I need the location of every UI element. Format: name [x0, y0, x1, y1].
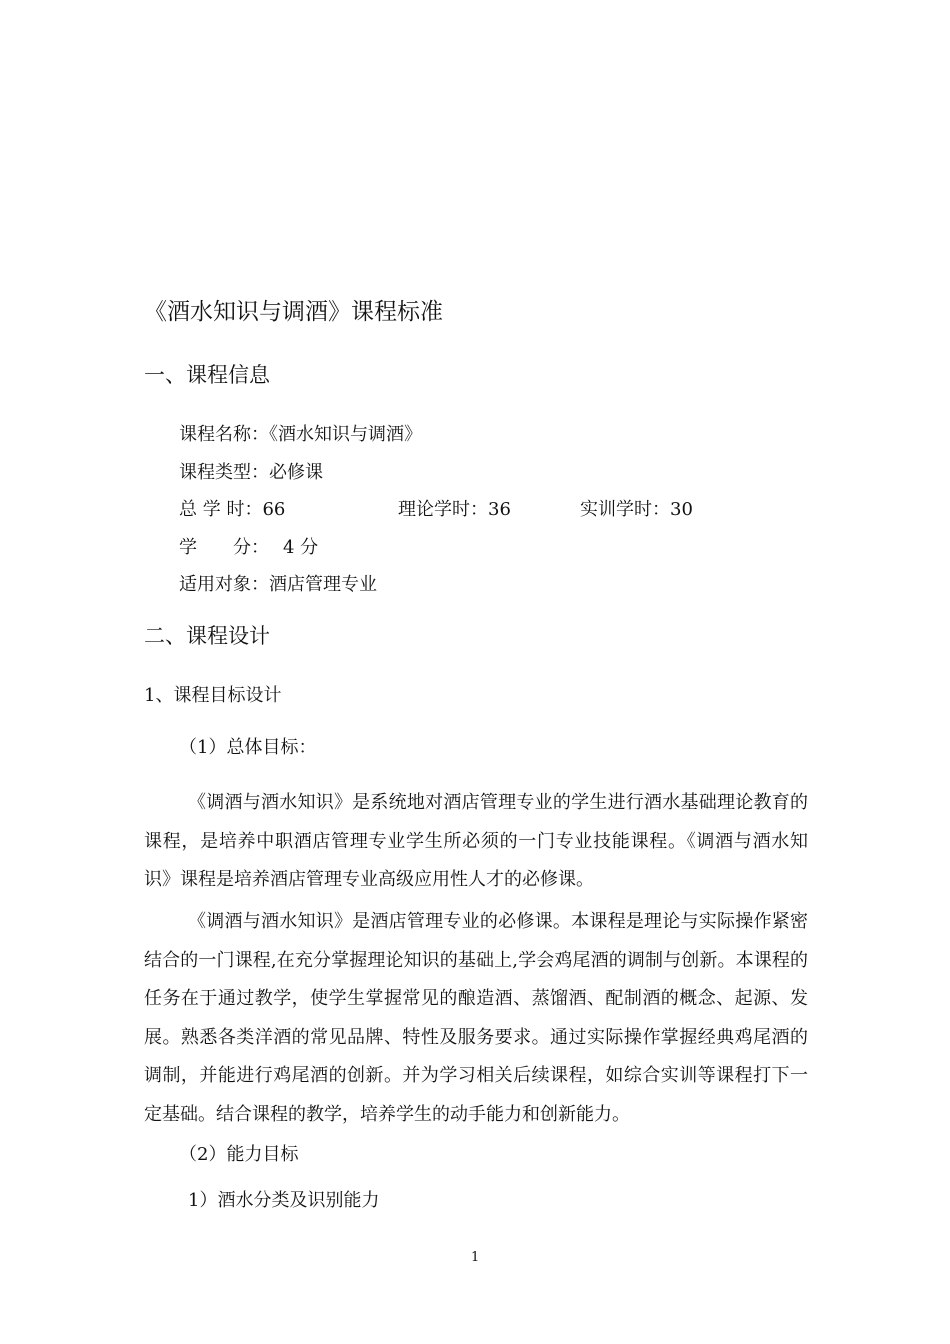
practice-hours-row	[580, 495, 693, 521]
course-type-label: 课程类型：	[179, 462, 269, 483]
course-type-row	[179, 458, 323, 484]
overall-goal-heading: （1）总体目标：	[179, 737, 317, 758]
credit-label-a: 学	[179, 537, 197, 558]
section1-heading: 一、课程信息	[144, 363, 270, 387]
course-type-value: 必修课	[269, 462, 323, 483]
course-name-value: 《酒水知识与调酒》	[269, 424, 422, 445]
ability-goal-heading: （2）能力目标	[179, 1144, 299, 1165]
page-number: 1	[471, 1250, 480, 1265]
credit-label-b: 分：	[233, 537, 269, 558]
ability-item-1: 1）酒水分类及识别能力	[188, 1190, 380, 1211]
audience-value: 酒店管理专业	[269, 574, 377, 595]
course-name-row	[179, 420, 422, 446]
total-hours-label: 总 学 时：	[179, 499, 263, 520]
paragraph-1: 《调酒与酒水知识》是系统地对酒店管理专业的学生进行酒水基础理论教育的课程，是培养中职酒店管理专业学生所必须的一门专业技能课程。《调酒与酒水知识》课程是培养酒店管理专业高级应用性人才的必修课。	[144, 792, 808, 890]
practice-hours-value: 30	[670, 499, 693, 520]
total-hours-row	[179, 495, 285, 521]
section2-heading: 二、课程设计	[144, 624, 270, 648]
theory-hours-label: 理论学时：	[398, 499, 488, 520]
paragraph-2: 《调酒与酒水知识》是酒店管理专业的必修课。本课程是理论与实际操作紧密结合的一门课程,在充分掌握理论知识的基础上,学会鸡尾酒的调制与创新。本课程的任务在于通过教学，使学生掌握常见的酿造酒、蒸馏酒、配制酒的概念、起源、发展。熟悉各类洋酒的常见品牌、特性及服务要求。通过实际操作掌握经典鸡尾酒的调制，并能进行鸡尾酒的创新。并为学习相关后续课程，如综合实训等课程打下一定基础。结合课程的教学，培养学生的动手能力和创新能力。	[144, 911, 808, 1125]
theory-hours-row	[398, 495, 511, 521]
practice-hours-label: 实训学时：	[580, 499, 670, 520]
audience-row	[179, 570, 377, 596]
credit-value: 4 分	[283, 537, 319, 558]
total-hours-value: 66	[262, 499, 286, 520]
course-name-label: 课程名称：	[179, 424, 269, 445]
document-title: 《酒水知识与调酒》课程标准	[144, 299, 443, 325]
audience-label: 适用对象：	[179, 574, 269, 595]
subsection-heading: 1、课程目标设计	[144, 685, 282, 706]
theory-hours-value: 36	[488, 499, 511, 520]
